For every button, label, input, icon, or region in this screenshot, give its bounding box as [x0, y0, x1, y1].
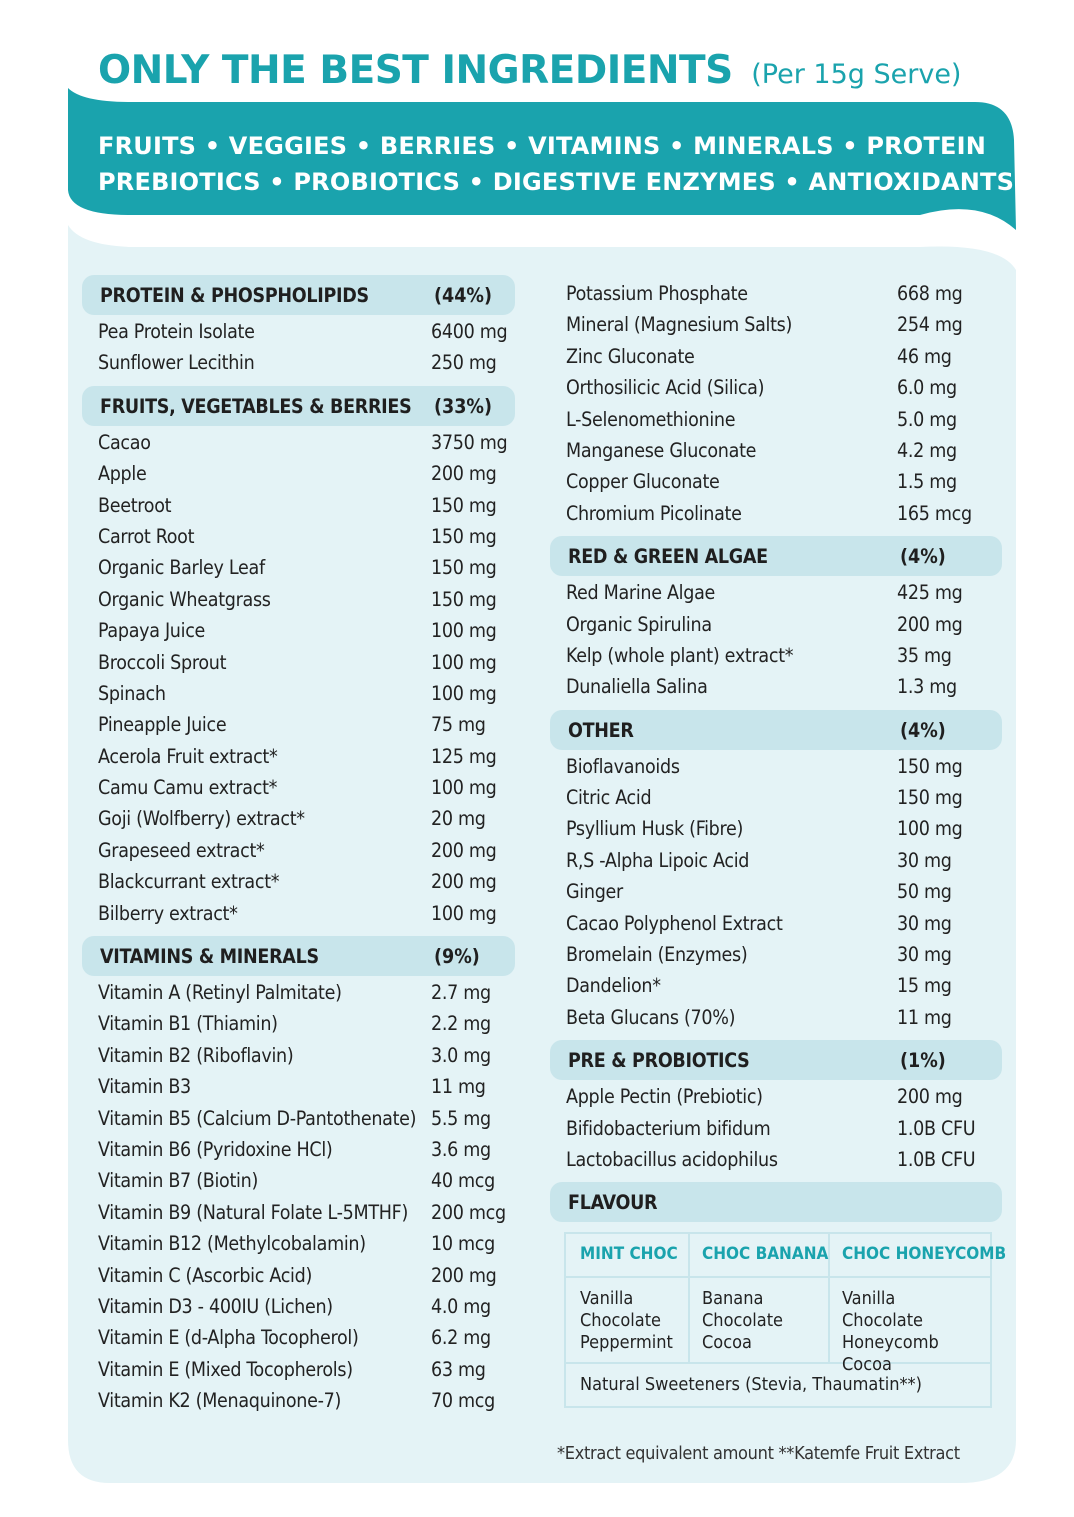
ingredient-row: [550, 671, 1002, 702]
section-gap: [550, 1033, 1002, 1040]
ingredient-name: Chromium Picolinate: [566, 501, 742, 525]
ingredient-name: Apple Pectin (Prebiotic): [566, 1085, 763, 1109]
section-percentage: (33%): [434, 394, 493, 418]
ingredient-amount: 150 mg: [431, 524, 497, 548]
ingredient-name: Apple: [98, 462, 147, 486]
section-header: [550, 1182, 1002, 1222]
ingredient-amount: 100 mg: [431, 681, 497, 705]
ingredient-amount: 200 mg: [897, 1085, 963, 1109]
section-title: PRE & PROBIOTICS: [568, 1049, 750, 1073]
table-divider: [688, 1234, 690, 1364]
ingredient-amount: 250 mg: [431, 351, 497, 375]
ingredient-row: [82, 772, 515, 803]
ingredient-name: Manganese Gluconate: [566, 438, 757, 462]
section-title: RED & GREEN ALGAE: [568, 545, 768, 569]
banner-line-1: FRUITS • VEGGIES • BERRIES • VITAMINS • MINERALS • PROTEIN: [98, 132, 986, 160]
ingredient-amount: 30 mg: [897, 911, 952, 935]
ingredient-amount: 3750 mg: [431, 430, 508, 454]
ingredient-amount: 200 mg: [431, 1263, 497, 1287]
ingredient-row: [82, 458, 515, 489]
ingredient-row: [82, 1197, 515, 1228]
ingredient-row: [550, 498, 1002, 529]
ingredient-amount: 30 mg: [897, 848, 952, 872]
flavour-ingredient: Cocoa: [702, 1332, 752, 1354]
ingredient-amount: 3.0 mg: [431, 1043, 491, 1067]
ingredient-name: Lactobacillus acidophilus: [566, 1147, 778, 1171]
category-banner: [98, 128, 1014, 200]
ingredient-row: [550, 577, 1002, 608]
flavour-name: MINT CHOC: [580, 1244, 678, 1265]
ingredient-row: [82, 1040, 515, 1071]
ingredient-name: Zinc Gluconate: [566, 344, 695, 368]
ingredient-row: [82, 678, 515, 709]
ingredient-amount: 35 mg: [897, 643, 952, 667]
ingredient-name: Organic Wheatgrass: [98, 587, 271, 611]
ingredient-row: [82, 584, 515, 615]
flavour-ingredient: Honeycomb: [842, 1332, 939, 1354]
ingredient-name: Citric Acid: [566, 786, 652, 810]
ingredient-name: L-Selenomethionine: [566, 407, 736, 431]
section-percentage: (44%): [434, 284, 493, 307]
ingredient-amount: 20 mg: [431, 807, 486, 831]
ingredient-row: [82, 347, 515, 378]
ingredient-name: R,S -Alpha Lipoic Acid: [566, 848, 750, 872]
ingredient-amount: 6.0 mg: [897, 376, 957, 400]
flavour-name: CHOC BANANA: [702, 1244, 829, 1265]
section-header: [550, 536, 1002, 576]
ingredient-amount: 200 mcg: [431, 1200, 506, 1224]
footnote: *Extract equivalent amount **Katemfe Fruit Extract: [557, 1443, 960, 1464]
ingredient-name: Bilberry extract*: [98, 901, 238, 925]
ingredient-name: Broccoli Sprout: [98, 650, 227, 674]
ingredient-row: [82, 490, 515, 521]
ingredient-amount: 200 mg: [431, 838, 497, 862]
section-header: [82, 386, 515, 426]
section-title: FLAVOUR: [568, 1191, 658, 1215]
ingredient-row: [82, 1071, 515, 1102]
ingredient-amount: 75 mg: [431, 713, 486, 737]
ingredient-row: [550, 404, 1002, 435]
ingredient-amount: 425 mg: [897, 581, 963, 605]
flavour-ingredients: [842, 1288, 939, 1376]
ingredient-amount: 5.0 mg: [897, 407, 957, 431]
ingredient-amount: 254 mg: [897, 313, 963, 337]
ingredient-amount: 4.0 mg: [431, 1294, 491, 1318]
ingredient-amount: 668 mg: [897, 282, 963, 305]
ingredient-amount: 40 mcg: [431, 1169, 495, 1193]
ingredient-row: [550, 1002, 1002, 1033]
table-divider: [566, 1276, 990, 1278]
ingredient-row: [550, 372, 1002, 403]
ingredient-row: [82, 316, 515, 347]
ingredient-name: Dunaliella Salina: [566, 675, 708, 699]
ingredient-amount: 46 mg: [897, 344, 952, 368]
ingredient-name: Organic Barley Leaf: [98, 556, 265, 580]
ingredient-row: [550, 309, 1002, 340]
ingredient-amount: 150 mg: [897, 786, 963, 810]
ingredient-amount: 1.3 mg: [897, 675, 957, 699]
ingredient-name: Pineapple Juice: [98, 713, 227, 737]
ingredient-row: [82, 1260, 515, 1291]
ingredient-row: [82, 1291, 515, 1322]
section-title: PROTEIN & PHOSPHOLIPIDS: [100, 284, 369, 307]
ingredient-name: Carrot Root: [98, 524, 195, 548]
section-gap: [550, 703, 1002, 710]
ingredient-amount: 4.2 mg: [897, 438, 957, 462]
ingredient-row: [550, 278, 1002, 309]
ingredient-amount: 100 mg: [431, 650, 497, 674]
ingredient-amount: 30 mg: [897, 943, 952, 967]
section-gap: [82, 929, 515, 936]
ingredient-amount: 150 mg: [431, 556, 497, 580]
ingredient-amount: 10 mcg: [431, 1232, 495, 1256]
ingredient-name: Camu Camu extract*: [98, 776, 278, 800]
ingredient-name: Psyllium Husk (Fibre): [566, 817, 744, 841]
ingredient-row: [550, 813, 1002, 844]
ingredient-amount: 63 mg: [431, 1357, 486, 1381]
ingredient-name: Kelp (whole plant) extract*: [566, 643, 794, 667]
ingredient-row: [82, 1354, 515, 1385]
ingredient-name: Bioflavanoids: [566, 754, 680, 778]
flavour-section: [550, 1182, 1007, 1396]
ingredient-name: Mineral (Magnesium Salts): [566, 313, 793, 337]
ingredient-name: Spinach: [98, 681, 166, 705]
page-title: ONLY THE BEST INGREDIENTS: [98, 48, 733, 93]
ingredient-name: Vitamin E (d-Alpha Tocopherol): [98, 1326, 359, 1350]
section-header: [82, 936, 515, 976]
ingredient-row: [550, 466, 1002, 497]
ingredient-row: [82, 521, 515, 552]
section-title: FRUITS, VEGETABLES & BERRIES: [100, 394, 412, 418]
ingredient-amount: 150 mg: [897, 754, 963, 778]
right-column: [550, 278, 1007, 1396]
ingredient-name: Vitamin A (Retinyl Palmitate): [98, 981, 342, 1005]
ingredient-row: [550, 939, 1002, 970]
ingredient-name: Vitamin B3: [98, 1075, 191, 1099]
ingredient-amount: 200 mg: [431, 870, 497, 894]
ingredient-name: Ginger: [566, 880, 623, 904]
ingredient-name: Acerola Fruit extract*: [98, 744, 278, 768]
section-header: [550, 710, 1002, 750]
section-header: [550, 1040, 1002, 1080]
ingredient-amount: 200 mg: [897, 612, 963, 636]
ingredient-row: [82, 427, 515, 458]
ingredient-name: Vitamin B6 (Pyridoxine HCl): [98, 1137, 333, 1161]
ingredient-row: [82, 647, 515, 678]
ingredient-amount: 6400 mg: [431, 320, 508, 343]
serving-size: (Per 15g Serve): [751, 59, 962, 90]
sweeteners: Natural Sweeteners (Stevia, Thaumatin**): [580, 1374, 922, 1396]
ingredient-row: [82, 1165, 515, 1196]
ingredient-name: Vitamin B1 (Thiamin): [98, 1012, 278, 1036]
ingredient-name: Sunflower Lecithin: [98, 351, 255, 375]
ingredient-row: [82, 866, 515, 897]
ingredient-amount: 100 mg: [431, 619, 497, 643]
flavour-ingredient: Vanilla: [842, 1288, 896, 1310]
ingredient-amount: 1.0B CFU: [897, 1116, 976, 1140]
ingredient-amount: 11 mg: [897, 1005, 952, 1029]
ingredient-row: [550, 435, 1002, 466]
ingredient-row: [82, 1008, 515, 1039]
ingredient-row: [550, 908, 1002, 939]
ingredient-name: Papaya Juice: [98, 619, 206, 643]
ingredient-name: Vitamin K2 (Menaquinone-7): [98, 1389, 342, 1413]
ingredient-amount: 2.2 mg: [431, 1012, 491, 1036]
ingredient-amount: 1.5 mg: [897, 470, 957, 494]
section-percentage: (4%): [900, 718, 946, 742]
ingredient-name: Vitamin B5 (Calcium D-Pantothenate): [98, 1106, 417, 1130]
flavour-ingredient: Banana: [702, 1288, 764, 1310]
section-gap: [550, 1175, 1002, 1182]
ingredient-name: Bromelain (Enzymes): [566, 943, 748, 967]
ingredient-row: [82, 803, 515, 834]
ingredient-amount: 150 mg: [431, 587, 497, 611]
ingredient-amount: 50 mg: [897, 880, 952, 904]
ingredient-name: Beetroot: [98, 493, 172, 517]
ingredient-row: [550, 970, 1002, 1001]
ingredient-amount: 100 mg: [431, 901, 497, 925]
ingredient-name: Grapeseed extract*: [98, 838, 265, 862]
ingredient-amount: 1.0B CFU: [897, 1147, 976, 1171]
section-title: OTHER: [568, 718, 634, 742]
ingredient-row: [550, 341, 1002, 372]
ingredient-row: [82, 741, 515, 772]
ingredient-amount: 100 mg: [431, 776, 497, 800]
ingredient-name: Potassium Phosphate: [566, 282, 748, 305]
ingredient-row: [82, 552, 515, 583]
section-percentage: (4%): [900, 545, 946, 569]
ingredient-name: Vitamin E (Mixed Tocopherols): [98, 1357, 353, 1381]
ingredient-amount: 3.6 mg: [431, 1137, 491, 1161]
ingredient-row: [550, 640, 1002, 671]
ingredient-row: [82, 1103, 515, 1134]
ingredient-amount: 5.5 mg: [431, 1106, 491, 1130]
flavour-ingredient: Cocoa: [842, 1354, 892, 1376]
flavour-ingredient: Peppermint: [580, 1332, 673, 1354]
flavour-ingredients: [702, 1288, 783, 1354]
ingredient-amount: 165 mcg: [897, 501, 972, 525]
ingredient-name: Blackcurrant extract*: [98, 870, 280, 894]
ingredient-name: Vitamin B9 (Natural Folate L-5MTHF): [98, 1200, 409, 1224]
ingredient-name: Dandelion*: [566, 974, 661, 998]
flavour-ingredient: Chocolate: [842, 1310, 924, 1332]
ingredient-row: [82, 1385, 515, 1416]
ingredient-name: Bifidobacterium bifidum: [566, 1116, 771, 1140]
ingredient-name: Orthosilicic Acid (Silica): [566, 376, 765, 400]
ingredient-name: Vitamin B12 (Methylcobalamin): [98, 1232, 366, 1256]
ingredient-row: [550, 1081, 1002, 1112]
flavour-ingredient: Chocolate: [580, 1310, 662, 1332]
ingredient-amount: 100 mg: [897, 817, 963, 841]
ingredient-name: Organic Spirulina: [566, 612, 712, 636]
ingredient-amount: 150 mg: [431, 493, 497, 517]
section-percentage: (9%): [434, 945, 480, 969]
section-gap: [82, 379, 515, 386]
section-header: [82, 275, 515, 315]
flavour-ingredients: [580, 1288, 673, 1354]
ingredient-row: [82, 709, 515, 740]
ingredient-amount: 125 mg: [431, 744, 497, 768]
ingredient-name: Red Marine Algae: [566, 581, 716, 605]
flavour-name: CHOC HONEYCOMB: [842, 1244, 1007, 1265]
ingredient-name: Copper Gluconate: [566, 470, 720, 494]
ingredient-row: [82, 1228, 515, 1259]
banner-line-2: PREBIOTICS • PROBIOTICS • DIGESTIVE ENZYMES • ANTIOXIDANTS: [98, 168, 1015, 196]
ingredient-name: Cacao: [98, 430, 151, 454]
ingredient-name: Cacao Polyphenol Extract: [566, 911, 783, 935]
ingredient-row: [550, 609, 1002, 640]
ingredient-name: Beta Glucans (70%): [566, 1005, 736, 1029]
ingredient-row: [550, 782, 1002, 813]
section-title: VITAMINS & MINERALS: [100, 945, 319, 969]
ingredient-amount: 200 mg: [431, 462, 497, 486]
ingredient-amount: 2.7 mg: [431, 981, 491, 1005]
ingredient-name: Vitamin B7 (Biotin): [98, 1169, 258, 1193]
ingredient-row: [550, 876, 1002, 907]
ingredient-row: [550, 751, 1002, 782]
ingredient-name: Vitamin C (Ascorbic Acid): [98, 1263, 313, 1287]
ingredient-row: [550, 845, 1002, 876]
ingredient-row: [550, 1113, 1002, 1144]
ingredient-row: [82, 898, 515, 929]
ingredient-name: Goji (Wolfberry) extract*: [98, 807, 305, 831]
ingredient-name: Vitamin B2 (Riboflavin): [98, 1043, 294, 1067]
ingredient-amount: 11 mg: [431, 1075, 486, 1099]
ingredient-row: [82, 835, 515, 866]
ingredient-name: Pea Protein Isolate: [98, 320, 255, 343]
section-gap: [550, 529, 1002, 536]
ingredient-row: [82, 1134, 515, 1165]
left-column: [82, 275, 515, 1417]
ingredient-amount: 15 mg: [897, 974, 952, 998]
flavour-ingredient: Chocolate: [702, 1310, 784, 1332]
ingredient-amount: 70 mcg: [431, 1389, 495, 1413]
ingredient-row: [82, 977, 515, 1008]
ingredient-row: [82, 1322, 515, 1353]
ingredient-name: Vitamin D3 - 400IU (Lichen): [98, 1294, 333, 1318]
flavour-ingredient: Vanilla: [580, 1288, 634, 1310]
ingredient-row: [550, 1144, 1002, 1175]
section-percentage: (1%): [900, 1049, 946, 1073]
ingredient-row: [82, 615, 515, 646]
flavour-table: [564, 1232, 1007, 1408]
ingredient-amount: 6.2 mg: [431, 1326, 491, 1350]
